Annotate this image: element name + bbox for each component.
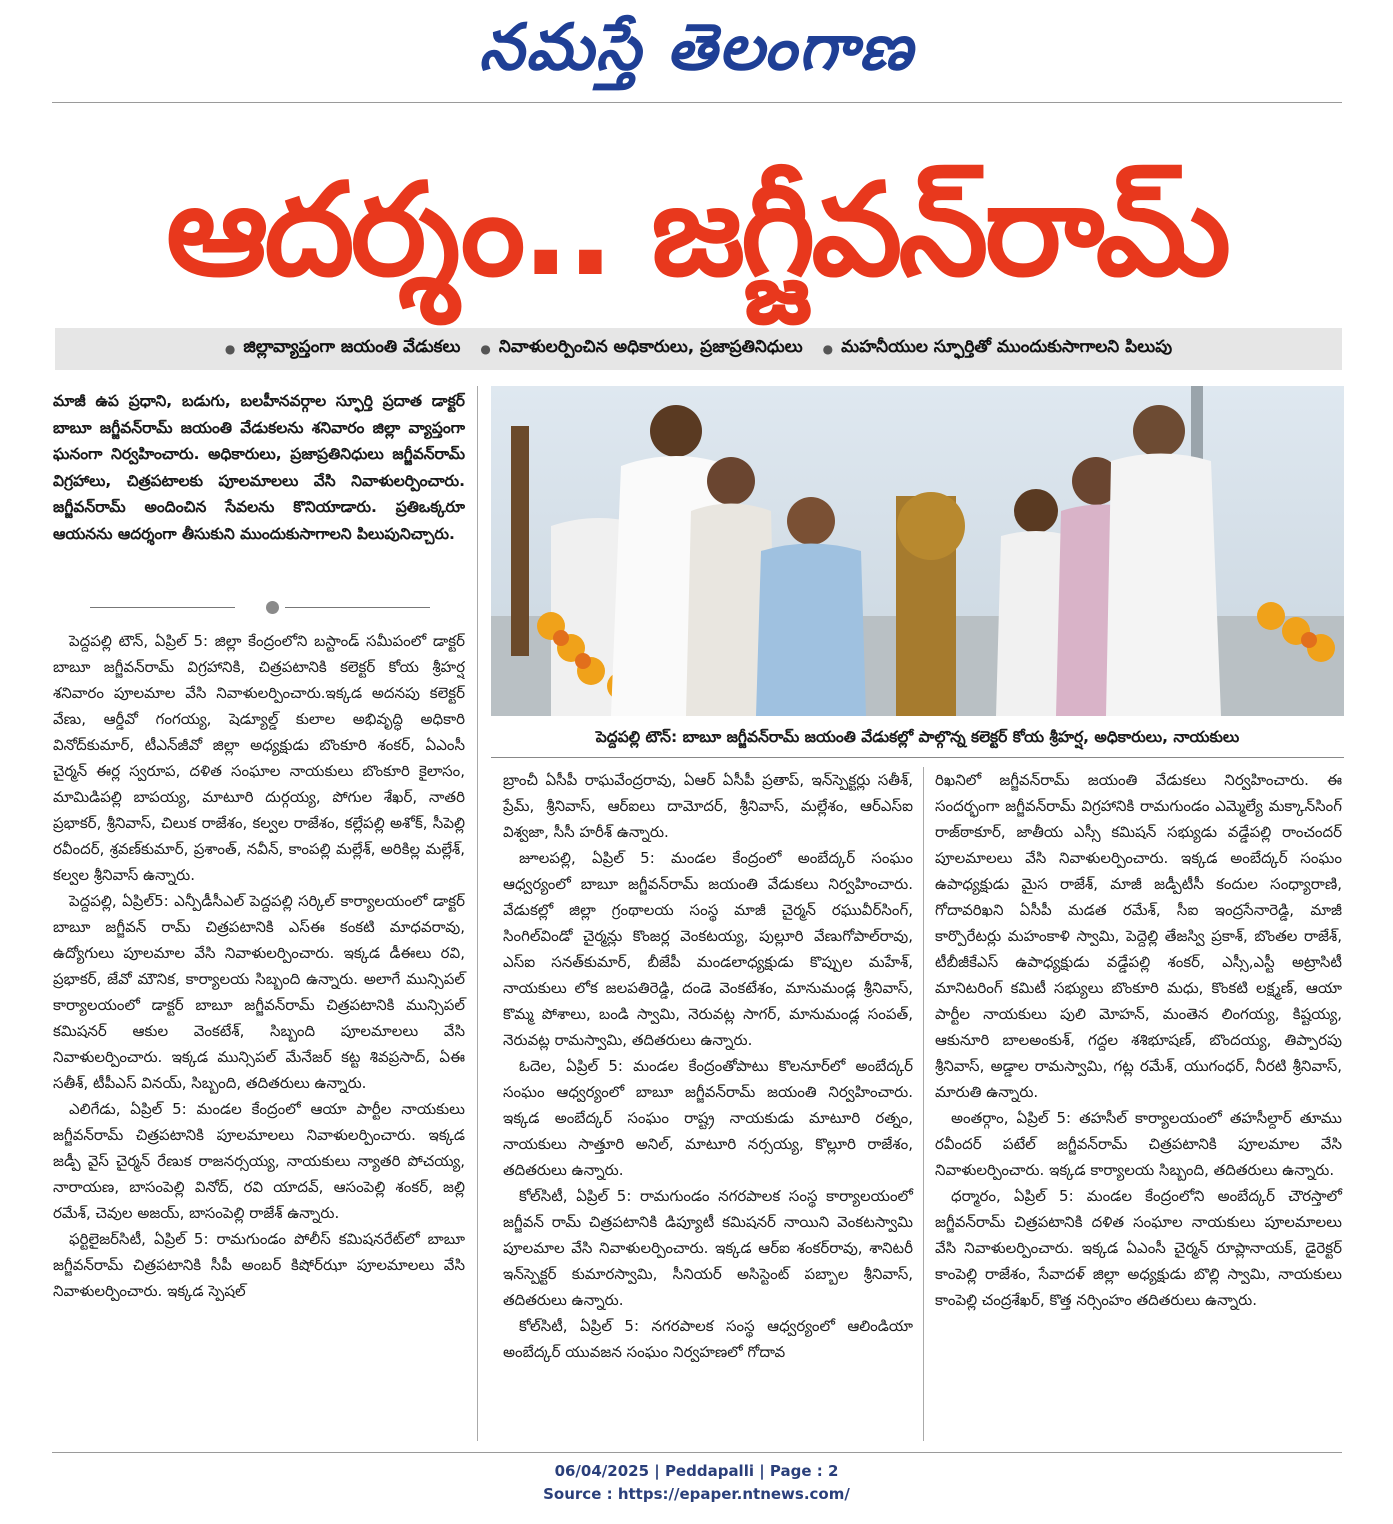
article-paragraph: బ్రాంచీ ఏసీపీ రాఘవేంద్రరావు, ఏఆర్ ఏసీపీ ప్రతాప్, ఇన్‌స్పెక్టర్లు సతీశ్, ప్రేమ్, శ్రీనివాస్, ఆర్ఐలు దామోదర్, శ్రీనివాస్, మల్లేశం, ఆర్ఎస్ఐ విశ్వజా, సీసీ హరీశ్ ఉన్నారు. <box>503 771 913 841</box>
footer-date-edition: 06/04/2025 | Peddapalli | Page : 2 <box>554 1462 839 1480</box>
article-paragraph: ఎలిగేడు, ఏప్రిల్ 5: మండల కేంద్రంలో ఆయా పార్టీల నాయకులు జగ్జీవన్‌రామ్ చిత్రపటానికి పూలమాలలు నివాళులర్పించారు. ఇక్కడ జడ్పీ వైస్ చైర్మన్ రేణుక రాజనర్సయ్య, నాయకులు న్యాతరి పోచయ్య, నారాయణ, బాసంపెల్లి వినోద్, రవి యాదవ్, ఆసంపెల్లి శంకర్, జల్లి రమేశ్, చెవుల అజయ్, బాసంపెల్లి రాజేశ్ ఉన్నారు. <box>53 1100 465 1222</box>
highlight-text: మహనీయుల స్ఫూర్తితో ముందుకుసాగాలని పిలుపు <box>841 337 1173 357</box>
highlight-item <box>480 337 802 361</box>
caption-rule <box>491 757 1344 758</box>
photo-caption: పెద్దపల్లి టౌన్: బాబూ జగ్జీవన్‌రామ్ జయంతి వేడుకల్లో పాల్గొన్న కలెక్టర్ కోయ శ్రీహర్ష, అధికారులు, నాయకులు <box>595 728 1240 746</box>
highlight-item <box>225 337 461 361</box>
article-column-3 <box>935 767 1342 1313</box>
article-paragraph: ధర్మారం, ఏప్రిల్ 5: మండల కేంద్రంలోని అంబేద్కర్ చౌరస్తాలో జగ్జీవన్‌రామ్ చిత్రపటానికి దళిత సంఘాల నాయకులు పూలమాలలు వేసి నివాళులర్పించారు. ఇక్కడ ఏఎంసీ చైర్మన్ రూప్లానాయక్, డైరెక్టర్ కాంపెల్లి రాజేశం, సేవాదళ్ జిల్లా అధ్యక్షుడు బొల్లి స్వామి, నాయకులు కాంపెల్లి చంద్రశేఖర్, కొత్త నర్సింహం తదితరులు ఉన్నారు. <box>935 1187 1342 1309</box>
column-separator <box>923 767 924 1441</box>
bullet-icon: ● <box>822 342 834 356</box>
section-divider <box>90 598 430 618</box>
column-separator <box>477 386 478 1441</box>
article-paragraph: ఫర్టిలైజర్‌సిటీ, ఏప్రిల్ 5: రామగుండం పోలీస్ కమిషనరేట్‌లో బాబూ జగ్జీవన్‌రామ్ చిత్రపటానికి సీపీ అంబర్ కిషోర్‌ఝా పూలమాలలు వేసి నివాళులర్పించారు. ఇక్కడ స్పెషల్ <box>53 1230 465 1300</box>
headline: ఆదర్శం.. జగ్జీవన్‌రామ్ <box>165 156 1228 305</box>
masthead: నమస్తే తెలంగాణ <box>478 10 915 85</box>
article-paragraph: అంతర్గాం, ఏప్రిల్ 5: తహసీల్ కార్యాలయంలో తహసీల్దార్ తూము రవీందర్ పటేల్ జగ్జీవన్‌రామ్ చిత్రపటానికి పూలమాల వేసి నివాళులర్పించారు. ఇక్కడ కార్యాలయ సిబ్బంది, తదితరులు ఉన్నారు. <box>935 1109 1342 1179</box>
bullet-icon: ● <box>480 342 491 356</box>
article-paragraph: కోల్‌సిటీ, ఏప్రిల్ 5: రామగుండం నగరపాలక సంస్థ కార్యాలయంలో జగ్జీవన్ రామ్ చిత్రపటానికి డిప్యూటీ కమిషనర్ నాయిని వెంకటస్వామి పూలమాల వేసి నివాళులర్పించారు. ఇక్కడ ఆర్ఐ శంకర్‌రావు, శానిటరీ ఇన్‌స్పెక్టర్ కుమారస్వామి, సీనియర్ అసిస్టెంట్ పబ్బాల శ్రీనివాస్, తదితరులు ఉన్నారు. <box>503 1187 913 1309</box>
bullet-icon: ● <box>224 342 236 356</box>
footer-rule <box>52 1452 1342 1453</box>
article-paragraph: రిఖనిలో జగ్జీవన్‌రామ్ జయంతి వేడుకలు నిర్వహించారు. ఈ సందర్భంగా జగ్జీవన్‌రామ్ విగ్రహానికి రామగుండం ఎమ్మెల్యే మక్కాన్‌సింగ్ రాజ్‌ఠాకూర్, జాతీయ ఎస్సీ కమిషన్ సభ్యుడు వడ్డేపల్లి రాంచందర్ పూలమాలలు వేసి నివాళులర్పించారు. ఇక్కడ అంబేద్కర్ సంఘం ఉపాధ్యక్షుడు మైస రాజేశ్, మాజీ జడ్పీటీసీ కందుల సంధ్యారాణి, గోదావరిఖని ఏసీపీ మడత రమేశ్, సీఐ ఇంద్రసేనారెడ్డి, మాజీ కార్పొరేటర్లు మహంకాళి స్వామి, పెద్దెల్లి తేజస్వి ప్రకాశ్, బొంతల రాజేశ్, టీబీజీకేఎస్ ఉపాధ్యక్షుడు వడ్డేపల్లి శంకర్, ఎస్సీ,ఎస్టీ అట్రాసిటీ మానిటరింగ్ కమిటీ సభ్యులు బొంకూరి మధు, కొంకటి లక్ష్మణ్, ఆయా పార్టీల నాయకులు పులి మోహన్, మంతెన లింగయ్య, కిష్టయ్య, ఆకునూరి బాలఅంకుశ్, గద్దల శశిభూషణ్, బొందయ్య, తిప్పారపు శ్రీనివాస్, అడ్డాల రామస్వామి, గట్ల రమేశ్, యుగంధర్, నీరటి శ్రీనివాస్, మారుతి ఉన్నారు. <box>935 771 1342 1101</box>
highlight-item <box>823 337 1172 361</box>
masthead-rule <box>52 102 1342 103</box>
article-paragraph: పెద్దపల్లి టౌన్, ఏప్రిల్ 5: జిల్లా కేంద్రంలోని బస్టాండ్ సమీపంలో డాక్టర్ బాబూ జగ్జీవన్‌రామ్ విగ్రహానికి, చిత్రపటానికి కలెక్టర్ కోయ శ్రీహర్ష శనివారం పూలమాల వేసి నివాళులర్పించారు.ఇక్కడ అదనపు కలెక్టర్ వేణు, ఆర్డీవో గంగయ్య, షెడ్యూల్డ్ కులాల అభివృద్ధి అధికారి వినోద్‌కుమార్, టీఎన్‌జీవో జిల్లా అధ్యక్షుడు బొంకూరి శంకర్, ఏఎంసీ చైర్మన్ ఈర్ల స్వరూప, దళిత సంఘాల నాయకులు బొంకూరి కైలాసం, మామిడిపల్లి బాపయ్య, మాటూరి దుర్గయ్య, పోగుల శేఖర్, నాతరి ప్రభాకర్, శ్రీనివాస్, చిలుక రాజేశం, కల్వల రాజేశం, కల్లేపల్లి అశోక్, సీపెల్లి రవీందర్, శ్రవణ్‌కుమార్, ప్రశాంత్, నవీన్, కాంపల్లి మల్లేశ్, అరికిల్ల మల్లేశ్, కల్వల శ్రీనివాస్ ఉన్నారు. <box>53 632 465 884</box>
event-photo-illustration <box>491 386 1344 716</box>
highlight-text: నివాళులర్పించిన అధికారులు, ప్రజాప్రతినిధులు <box>498 337 803 357</box>
article-column-1 <box>53 628 465 1304</box>
event-photo <box>491 386 1344 716</box>
article-paragraph: పెద్దపల్లి, ఏప్రిల్5: ఎన్పీడీసీఎల్ పెద్దపల్లి సర్కిల్ కార్యాలయంలో డాక్టర్ బాబూ జగ్జీవన్ రామ్ చిత్రపటానికి ఎస్ఈ కంకటి మాధవరావు, ఉద్యోగులు పూలమాల వేసి నివాళులర్పించారు. ఇక్కడ డీఈలు రవి, ప్రభాకర్, జేవో మౌనిక, కార్యాలయ సిబ్బంది ఉన్నారు. అలాగే మున్సిపల్ కార్యాలయంలో డాక్టర్ బాబూ జగ్జీవన్‌రామ్ చిత్రపటానికి మున్సిపల్ కమిషనర్ ఆకుల వెంకటేశ్, సిబ్బంది పూలమాలలు వేసి నివాళులర్పించారు. ఇక్కడ మున్సిపల్ మేనేజర్ కట్ట శివప్రసాద్, ఏఈ సతీశ్, టీపీఎస్ వినయ్, సిబ్బంది, తదితరులు ఉన్నారు. <box>53 892 465 1092</box>
article-paragraph: కోల్‌సిటీ, ఏప్రిల్ 5: నగరపాలక సంస్థ ఆధ్వర్యంలో ఆలిండియా అంబేద్కర్ యువజన సంఘం నిర్వహణలో గోదావ <box>503 1317 913 1361</box>
intro-paragraph: మాజీ ఉప ప్రధాని, బడుగు, బలహీనవర్గాల స్ఫూర్తి ప్రదాత డాక్టర్ బాబూ జగ్జీవన్‌రామ్ జయంతి వేడుకలను శనివారం జిల్లా వ్యాప్తంగా ఘనంగా నిర్వహించారు. అధికారులు, ప్రజాప్రతినిధులు జగ్జీవన్‌రామ్ విగ్రహాలు, చిత్రపటాలకు పూలమాలలు వేసి నివాళులర్పించారు. జగ్జీవన్‌రామ్ అందించిన సేవలను కొనియాడారు. ప్రతిఒక్కరూ ఆయనను ఆదర్శంగా తీసుకుని ముందుకుసాగాలని పిలుపునిచ్చారు. <box>53 392 465 543</box>
article-paragraph: జూలపల్లి, ఏప్రిల్ 5: మండల కేంద్రంలో అంబేద్కర్ సంఘం ఆధ్వర్యంలో బాబూ జగ్జీవన్‌రామ్ జయంతి వేడుకలు నిర్వహించారు. వేడుకల్లో జిల్లా గ్రంథాలయ సంస్థ మాజీ చైర్మన్ రఘువీర్‌సింగ్, సింగిల్‌విండో చైర్మన్లు కొంజర్ల వెంకటయ్య, పుల్లూరి వేణుగోపాల్‌రావు, ఎస్ఐ సనత్‌కుమార్, బీజేపీ మండలాధ్యక్షుడు కొప్పుల మహేశ్, నాయకులు లోక జలపతిరెడ్డి, దండె వెంకటేశం, మానుమండ్ల శ్రీనివాస్, కొమ్మ పోశాలు, బండి స్వామి, నెరువట్ల సాగర్, మానుమండ్ల సంపత్, నెరువట్ల రామస్వామి, తదితరులు ఉన్నారు. <box>503 849 913 1049</box>
highlights-band <box>55 328 1342 370</box>
article-column-2 <box>503 767 913 1365</box>
footer-source: Source : https://epaper.ntnews.com/ <box>543 1485 850 1503</box>
highlight-text: జిల్లావ్యాప్తంగా జయంతి వేడుకలు <box>243 337 461 357</box>
article-paragraph: ఓదెల, ఏప్రిల్ 5: మండల కేంద్రంతోపాటు కొలనూర్‌లో అంబేద్కర్ సంఘం ఆధ్వర్యంలో బాబూ జగ్జీవన్‌రామ్ జయంతి నిర్వహించారు. ఇక్కడ అంబేద్కర్ సంఘం రాష్ట్ర నాయకుడు మాటూరి రత్నం, నాయకులు సాత్తూరి అనిల్, మాటూరి నర్సయ్య, కొల్లూరి రాజేశం, తదితరులు ఉన్నారు. <box>503 1057 913 1179</box>
